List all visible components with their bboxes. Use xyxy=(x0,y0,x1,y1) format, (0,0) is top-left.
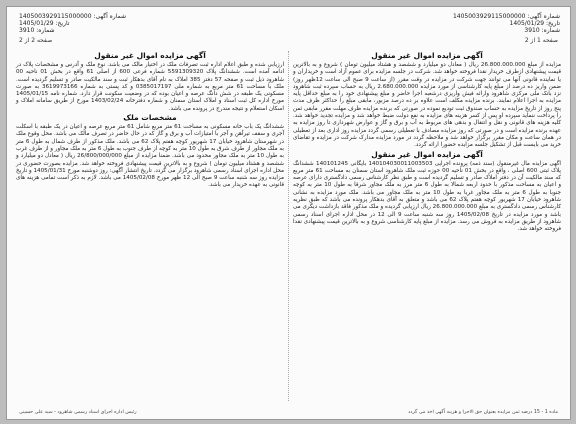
header-left-line1: شماره آگهی: 1405003929115000000 xyxy=(19,13,127,20)
notice-page xyxy=(6,6,571,420)
right-footer: ماده 1 - 15 درصد ثمن مزایده بعنوان حق الاجرا و هزینه آگهی اخذ می گردد xyxy=(408,410,558,415)
left-footer: رئیس اداره اجرای اسناد رسمی شاهرود - سید علی حسینی xyxy=(19,410,137,415)
header-right-line1: شماره آگهی: 1405003929115000000 xyxy=(452,13,560,20)
header-left xyxy=(19,13,126,34)
page-label-right: صفحه 1 از 2 xyxy=(524,37,558,44)
left-column xyxy=(16,51,284,190)
right-column-title: آگهی مزایده اموال غیر منقول xyxy=(371,51,483,60)
header-right-line2: تاریخ: 1405/01/29 xyxy=(509,20,560,27)
left-column-body2: ششدانگ یک باب خانه مسکونی به مساحت 61 متر مربع شامل 61 متر مربع عرصه و اعیان در یک طبقه با اسکلت آجری و سقف تیرآهن و آجر با امتیازات آب و برق و گاز که در حال حاضر در تصرف مالک می باشد. محل وقوع ملک در شهرستان شاهرود خیابان 17 شهریور کوچه هفتم پلاک 62 می باشد. ملک مذکور از طرف شمال به طول 6 متر به ملک مجاور از طرف شرق به طول 10 متر به کوچه از طرف جنوب به طول 6 متر به ملک مجاور و از طرف غرب به طول 10 متر به ملک مجاور محدود می باشد. ضمنا مزایده از مبلغ 26/800/000/000 ریال ( معادل دو میلیارد و ششصد و هشتاد میلیون تومان ) شروع و به بالاترین قیمت پیشنهادی فروخته خواهد شد. مزایده بصورت حضوری در محل اداره اجرای اسناد رسمی شاهرود برگزار می گردد. تاریخ انتشار آگهی: روز دوشنبه مورخ 1405/01/31 و تاریخ مزایده روز سه شنبه ساعت 9 صبح الی 12 ظهر مورخ 1405/02/08 می باشد. لازم به ذکر است تمامی هزینه های قانونی به عهده خریدار می باشد. xyxy=(16,124,285,189)
left-column-subtitle: مشخصات ملک xyxy=(123,113,177,123)
left-column-body: ارزیابی شده و طبق اعلام اداره ثبت تصرفات ملک در اختیار مالک می باشد. نوع ملک و آدرس و مشخصات پلاک در ادامه آمده است. ششدانگ پلاک 5591309320 شماره فرعی 600 از اصلی 61 واقع در بخش 01 ناحیه 00 شاهرود ذیل ثبت و صفحه 57 دفتر 385 املاک به نام آقای بدهکار ثبت و سند مالکیت صادر و تسلیم گردیده است. ملک با مساحت 61 متر مربع به شماره ملی 0385017197 و کد پستی به شماره 3619973166 به صورت مسکونی یک طبقه در شش دانگ عرصه و اعیان بوده که در وضعیت سکونت قرار دارد. شماره نامه 1405/01/15 مورخ اداره کل ثبت اسناد و املاک استان سمنان و شماره دفترخانه 1403/02/24 مورخ از طریق سامانه املاک و اسکان استعلام و نتیجه مندرج در پرونده می باشد. xyxy=(16,62,285,112)
right-column-body: مزایده از مبلغ 26.800.000.000 ریال ( معادل دو میلیارد و ششصد و هشتاد میلیون تومان ) شروع و به بالاترین قیمت پیشنهادی ازطرف خریدار نقدا فروخته خواهد شد. شرکت در جلسه مزایده برای عموم آزاد است و خریداران و یا نماینده قانونی آنها می توانند جهت شرکت در مزایده در وقت مقرر (از ساعت 9 صبح الی ساعت 12ظهر روز) ضمن واریز ده درصد از مبلغ پایه کارشناسی از مورد مزایده 2.680.000.000 ریال به حساب سپرده ثبت شاهرود نزد بانک ملی مرکزی شاهرود وارائه فیش واریزی درشعبه اجرا حاضر و مبلغ پیشنهادی خود را به مبلغ حداقل پایه مزایده به اجرا اعلام نمایند. برنده مزایده مکلف است علاوه بر ده درصد مزبور، مابقی مبلغ را حداکثر ظرف مدت پنج روز از تاریخ مزایده به حساب صندوق ثبت تودیع نموده در صورتی که برنده مزایده ظرف مهلت مقرر مابقی ثمن را پرداخت ننماید سپرده او پس از کسر هزینه های مزایده به نفع دولت ضبط خواهد شد و مزایده تجدید خواهد شد. کلیه هزینه های قانونی و نقل و انتقال و بدهی های مربوط به آب و برق و گاز و عوارض شهرداری تا روز مزایده به عهده برنده مزایده است و در صورتی که روز مزایده مصادف با تعطیلی رسمی گردد مزایده روز اداری بعد از تعطیلی در همان ساعت و مکان مقرر برگزار خواهد شد و ملاحظه گردد در مورد مزایده مدارک شرکت در مزایده و تقاضای خرید می بایست قبل از تشکیل جلسه مزایده حضورا ارائه گردد. xyxy=(293,62,561,149)
left-column-title: آگهی مزایده اموال غیر منقول xyxy=(94,51,206,60)
header-left-line2: تاریخ: 1405/01/29 xyxy=(19,20,70,27)
header-right-line3: شماره: 3910 xyxy=(524,27,560,34)
column-divider xyxy=(288,51,289,401)
page-label-left: صفحه 2 از 2 xyxy=(19,37,53,44)
right-column-body2: اگهی مزایده مال غیرمنقول (سند ذمه) پرونده اجرایی 140104030011003503 بایگانی 140101245 ششدانگ پلاک ثبتی 600 اصلی ، واقع در بخش 01 ناحیه 00 حوزه ثبت ملک شاهرود استان سمنان به مساحت 61 متر مربع که سند مالکیت آن در دفتر املاک صادر و تسلیم گردیده است و طبق نظر کارشناس رسمی دادگستری دارای عرصه و اعیان به مساحت مذکور با حدود اربعه شمالا به طول 6 متر مرز به ملک مجاور شرقا به طول 10 متر به کوچه جنوبا به طول 6 متر به ملک مجاور غربا به طول 10 متر به ملک مجاور می باشد. ملک مورد مزایده به نشانی شاهرود خیابان 17 شهریور کوچه هفتم پلاک 62 می باشد و متعلق به آقای بدهکار پرونده می باشد که طبق نظریه کارشناس رسمی دادگستری به مبلغ 26.800.000.000 ریال ارزیابی گردیده و ملک مذکور فاقد بازداشت دیگری می باشد و مورد مزایده در تاریخ 1405/02/08 روز سه شنبه ساعت 9 الی 12 در محل اداره اجرای اسناد رسمی شاهرود از طریق مزایده به فروش می رسد. مزایده از مبلغ پایه کارشناسی شروع و به بالاترین قیمت پیشنهادی نقدا فروخته خواهد شد. xyxy=(293,160,562,233)
right-column-subtitle: آگهی مزایده اموال غیر منقول xyxy=(371,149,483,159)
header-right xyxy=(453,13,560,34)
header-left-line3: شماره: 3910 xyxy=(19,27,55,34)
right-column xyxy=(293,51,561,234)
